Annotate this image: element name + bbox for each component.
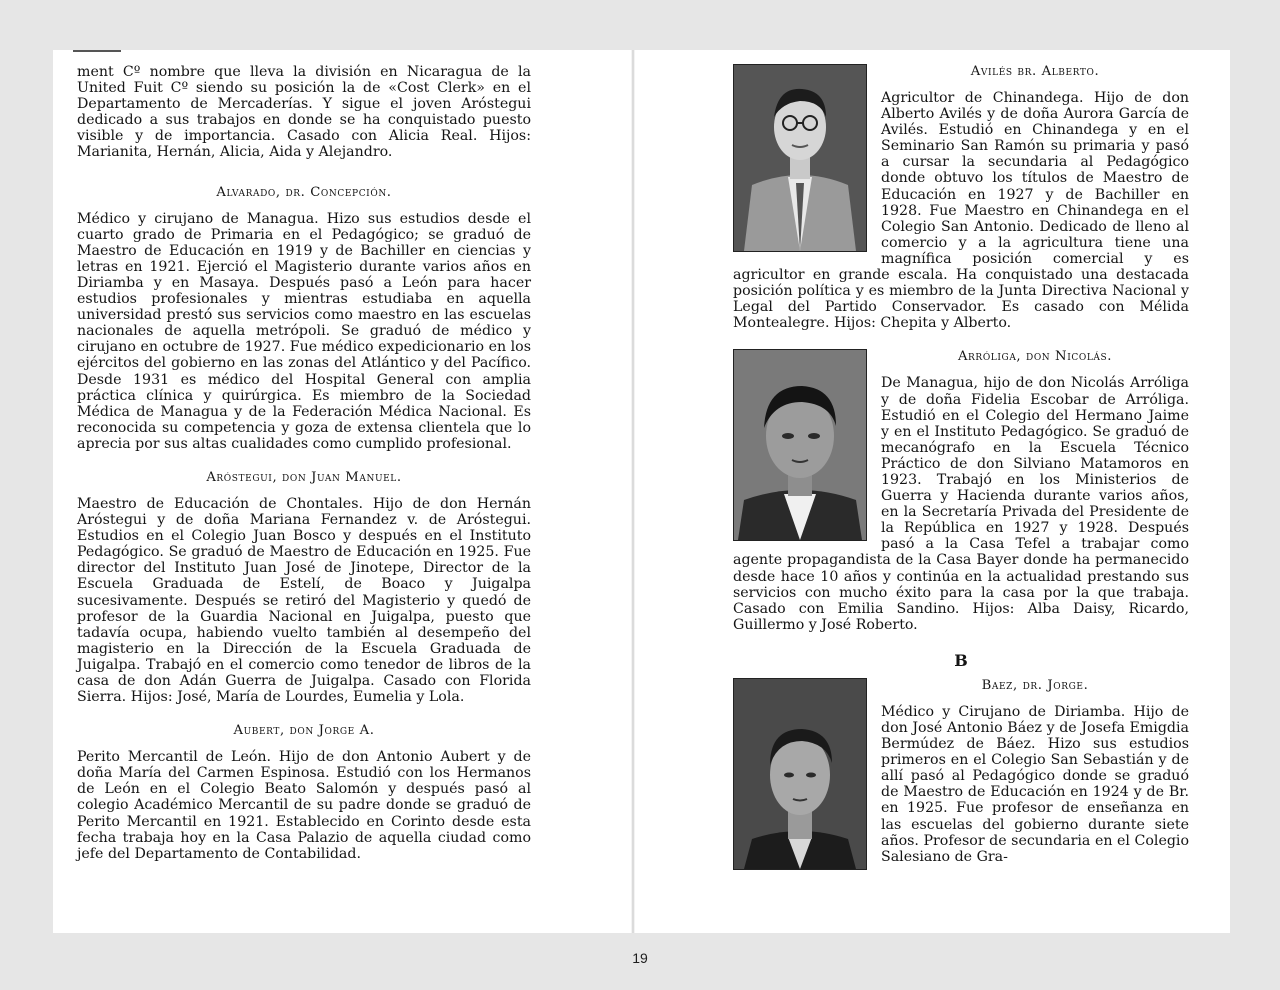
book-gutter <box>631 50 635 933</box>
entry-heading: Aubert, don Jorge A. <box>233 723 375 739</box>
entry-text: Maestro de Educación de Chontales. Hijo de don Hernán Aróstegui y de doña Mariana Fernandez v. de Aróstegui. Estudios en el Colegio Juan Bosco y después en el Instituto Pedagógico. Se graduó de Maestro de Educación en 1925. Fue director del Instituto Juan José de Jinotepe, Director de la Escuela Graduada de Estelí, de Boaco y Juigalpa sucesivamente. Después se retiró del Magisterio y quedó de profesor de la Guardia Nacional en Juigalpa, puesto que tadavía ocupa, habiendo vuelto también al desempeño del magisterio en la Dirección de la Escuela Graduada de Juigalpa. Trabajó en el comercio como tenedor de libros de la casa de don Adán Guerra de Juigalpa. Casado con Florida Sierra. Hijos: José, María de Lourdes, Eumelia y Lola. <box>77 495 531 706</box>
book-spread <box>53 50 1230 933</box>
portrait-photo-aviles <box>733 64 867 252</box>
section-letter: B <box>954 650 968 670</box>
biography-entry-aubert <box>77 723 531 862</box>
entry-text: Perito Mercantil de León. Hijo de don Antonio Aubert y de doña María del Carmen Espinosa. Estudió con los Hermanos de León en el Colegio Beato Salomón y después pasó al colegio Académico Mercantil de su padre donde se graduó de Perito Mercantil en 1921. Establecido en Corinto desde esta fecha trabaja hoy en la Casa Palazio de aquella ciudad como jefe del Departamento de Contabilidad. <box>77 749 531 862</box>
biography-entry-aviles <box>733 64 1189 331</box>
biography-entry-arostegui <box>77 470 531 705</box>
biography-entry-arroliga <box>733 349 1189 633</box>
entry-text: Médico y Cirujano de Diriamba. Hijo de don José Antonio Báez y de Josefa Emigdia Bermúdez de Báez. Hizo sus estudios primeros en el Colegio San Sebastián y de allí pasó al Pedagógico donde se graduó de Maestro de Educación en 1924 y de Br. en 1925. Fue profesor de enseñanza en las escuelas del gobierno durante siete años. Profesor de secundaria en el Colegio Salesiano de Gra- <box>881 703 1189 865</box>
entry-heading: Aróstegui, don Juan Manuel. <box>206 469 402 485</box>
entry-text: Agricultor de Chinandega. Hijo de don Alberto Avilés y de doña Aurora García de Avilés. Estudió en Chinandega y en el Seminario San Ramón su primaria y pasó a cursar la secundaria al Pedagógico donde obtuvo los títulos de Maestro de Educación en 1927 y de Bachiller en 1928. Fue Maestro en Chinandega en el Colegio San Antonio. Dedicado de lleno al comercio y a la agricultura tiene una magnífica posición comercial y es agricultor en grande escala. Ha conquistado una destacada posición política y es miembro de la Junta Directiva Nacional y Legal del Partido Conservador. Es casado con Mélida Montealegre. Hijos: Chepita y Alberto. <box>733 90 1189 332</box>
portrait-photo-arroliga <box>733 349 867 541</box>
entry-text: De Managua, hijo de don Nicolás Arróliga y de doña Fidelia Escobar de Arróliga. Estudió en el Colegio del Hermano Jaime y en el Instituto Pedagógico. Se graduó de mecanógrafo en la Escuela Técnico Práctico de don Silviano Matamoros en 1923. Trabajó en los Ministerios de Guerra y Hacienda durante varios años, en la Secretaría Privada del Presidente de la República en 1927 y 1928. Después pasó a la Casa Tefel a trabajar como agente propagandista de la Casa Bayer donde ha permanecido desde hace 10 años y continúa en la actualidad prestando sus servicios con mucho éxito para la casa por la que trabaja. Casado con Emilia Sandino. Hijos: Alba Daisy, Ricardo, Guillermo y José Roberto. <box>733 375 1189 633</box>
continuation-paragraph: ment Cº nombre que lleva la división en Nicaragua de la United Fuit Cº siendo su posición la de «Cost Clerk» en el Departamento de Mercaderías. Y sigue el joven Aróstegui dedicado a sus trabajos en donde se ha conquistado puesto visible y de importancia. Casado con Alicia Real. Hijos: Marianita, Hernán, Alicia, Aida y Alejandro. <box>77 64 531 161</box>
right-page <box>733 64 1189 890</box>
page-number: 19 <box>632 950 648 966</box>
biography-entry-baez <box>733 678 1189 872</box>
biography-entry-alvarado <box>77 185 531 452</box>
printer-mark <box>73 50 121 52</box>
entry-heading: Avilés br. Alberto. <box>970 64 1100 79</box>
entry-heading: Arróliga, don Nicolás. <box>957 349 1113 365</box>
left-page <box>77 64 531 880</box>
entry-heading: Alvarado, dr. Concepción. <box>216 184 392 200</box>
entry-text: Médico y cirujano de Managua. Hizo sus estudios desde el cuarto grado de Primaria en el Pedagógico; se graduó de Maestro de Educación en 1919 y de Bachiller en ciencias y letras en 1921. Ejerció el Magisterio durante varios años en Diriamba y en Masaya. Después pasó a León para hacer estudios profesionales y mientras estudiaba en aquella universidad prestó sus servicios como maestro en las escuelas nacionales de aquella metrópoli. Se graduó de médico y cirujano en octubre de 1927. Fue médico expedicionario en los ejércitos del gobierno en las zonas del Atlántico y del Pacífico. Desde 1931 es médico del Hospital General con amplia práctica clínica y quirúrgica. Es miembro de la Sociedad Médica de Managua y de la Federación Médica Nacional. Es reconocida su competencia y goza de extensa clientela que lo aprecia por sus altas cualidades como cumplido profesional. <box>77 210 531 452</box>
portrait-photo-baez <box>733 678 867 870</box>
entry-heading: Baez, dr. Jorge. <box>981 677 1089 693</box>
